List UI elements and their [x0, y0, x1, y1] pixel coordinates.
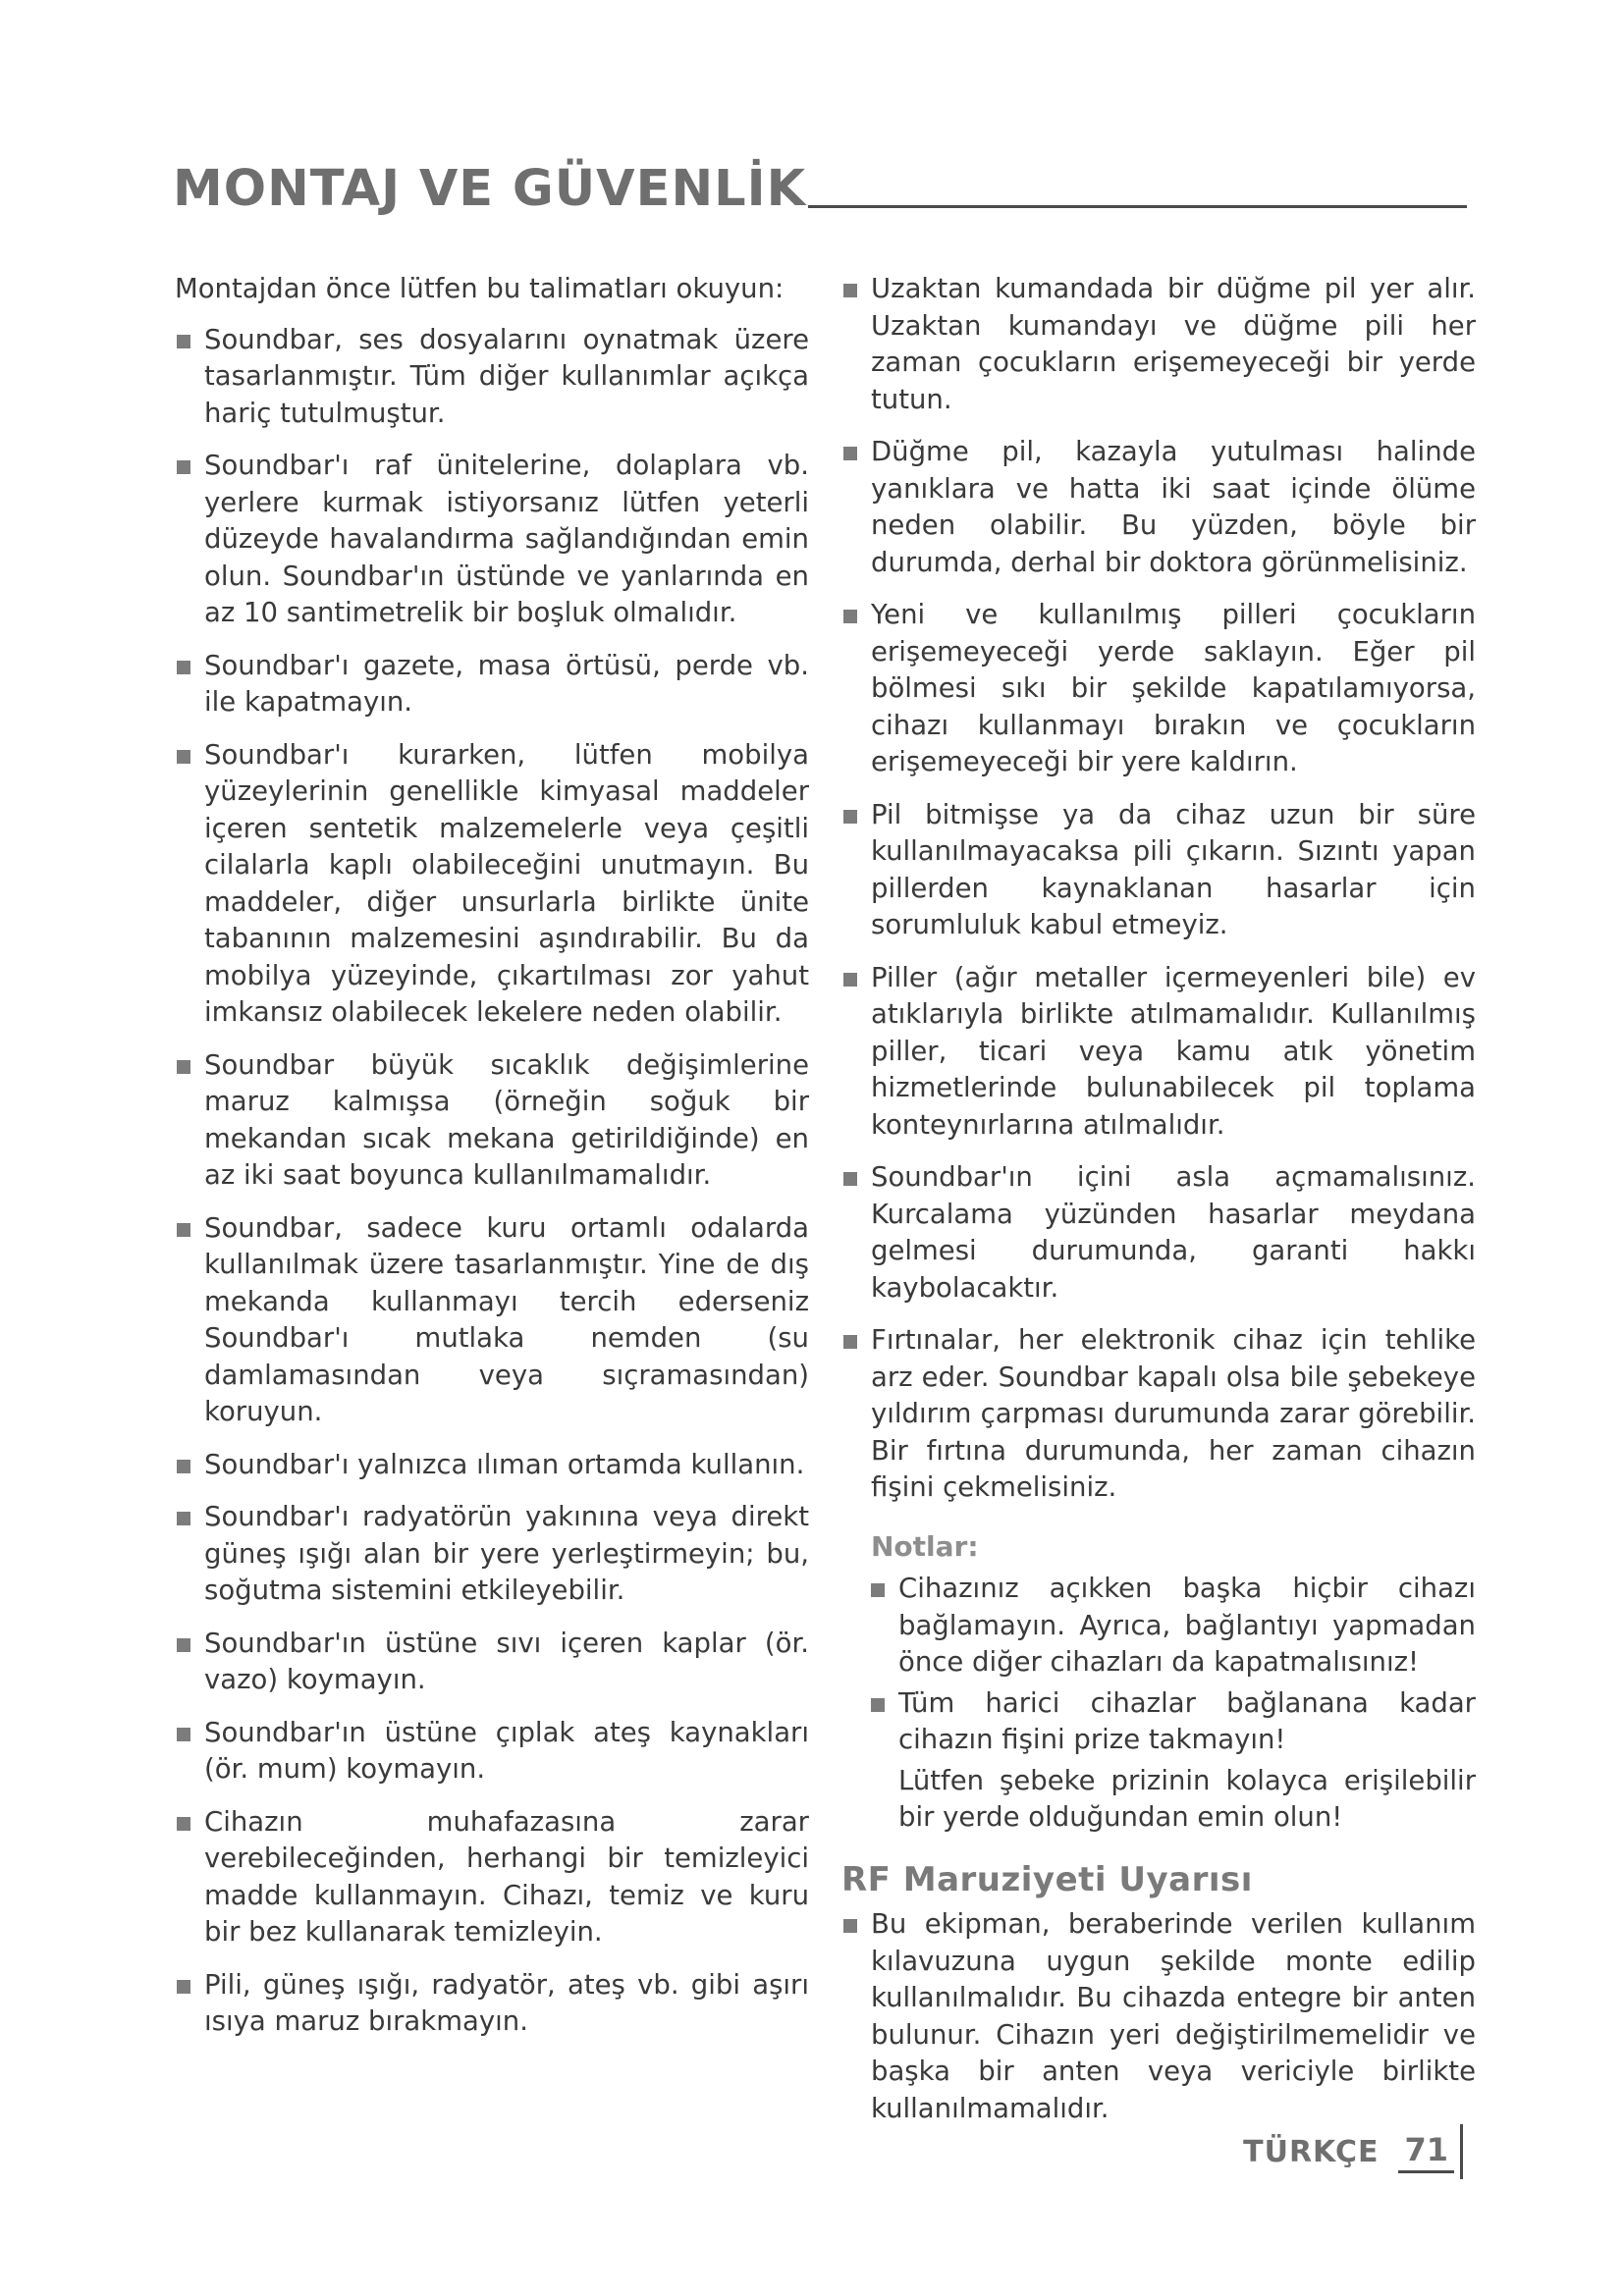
list-item: Uzaktan kumandada bir düğme pil yer alır. Uzaktan kumandayı ve düğme pili her zaman çocukların erişemeyeceği bir yerde tutun. [841, 271, 1476, 418]
square-bullet-icon [177, 661, 190, 674]
list-item: Tüm harici cihazlar bağlanana kadar cihazın fişini prize takmayın! [871, 1685, 1476, 1759]
page-header [173, 145, 1467, 218]
square-bullet-icon [177, 460, 190, 474]
square-bullet-icon [177, 1980, 190, 1994]
list-item: Cihazın muhafazasına zarar verebileceğinden, herhangi bir temizleyici madde kullanmayın. Cihazı, temiz ve kuru bir bez kullanarak temizleyin. [175, 1804, 809, 1951]
right-bullet-list [841, 271, 1476, 1507]
list-item: Soundbar'ı radyatörün yakınına veya direkt güneş ışığı alan bir yere yerleştirmeyin; bu, soğutma sistemini etkileyebilir. [175, 1499, 809, 1610]
square-bullet-icon [843, 447, 857, 460]
notes-heading: Notlar: [871, 1529, 979, 1563]
list-item: Soundbar, sadece kuru ortamlı odalarda kullanılmak üzere tasarlanmıştır. Yine de dış mekanda kullanmayı tercih ederseniz Soundbar'ı mutlaka nemden (su damlamasından veya sıçramasından) koruyun. [175, 1210, 809, 1431]
square-bullet-icon [177, 1728, 190, 1741]
rf-heading: RF Maruziyeti Uyarısı [841, 1859, 1253, 1899]
square-bullet-icon [177, 1638, 190, 1652]
square-bullet-icon [177, 750, 190, 764]
list-item: Düğme pil, kazayla yutulması halinde yanıklara ve hatta iki saat içinde ölüme neden olabilir. Bu yüzden, böyle bir durumda, derhal bir doktora görünmelisiniz. [841, 434, 1476, 581]
list-item: Pili, güneş ışığı, radyatör, ateş vb. gibi aşırı ısıya maruz bırakmayın. [175, 1967, 809, 2041]
left-column [175, 271, 809, 2056]
square-bullet-icon [871, 1698, 885, 1712]
list-item: Soundbar'ı kurarken, lütfen mobilya yüzeylerinin genellikle kimyasal maddeler içeren sentetik malzemelerle veya çeşitli cilalarla kaplı olabileceğini unutmayın. Bu maddeler, diğer unsurlarla birlikte ünite tabanının malzemesini aşındırabilir. Bu da mobilya yüzeyinde, çıkartılması zor yahut imkansız olabilecek lekelere neden olabilir. [175, 737, 809, 1032]
list-item: Bu ekipman, beraberinde verilen kullanım kılavuzuna uygun şekilde monte edilip kullanılmalıdır. Bu cihazda entegre bir anten bulunur. Cihazın yeri değiştirilmemelidir ve başka bir anten veya vericiyle birlikte kullanılmamalıdır. [841, 1906, 1476, 2127]
square-bullet-icon [843, 284, 857, 297]
rf-bullet-list [841, 1906, 1476, 2127]
page-number: 71 [1398, 2131, 1454, 2173]
list-item: Soundbar'ın üstüne çıplak ateş kaynakları (ör. mum) koymayın. [175, 1715, 809, 1789]
list-item: Soundbar'ı gazete, masa örtüsü, perde vb. ile kapatmayın. [175, 648, 809, 721]
list-item: Soundbar, ses dosyalarını oynatmak üzere tasarlanmıştır. Tüm diğer kullanımlar açıkça hariç tutulmuştur. [175, 322, 809, 433]
square-bullet-icon [177, 1512, 190, 1525]
square-bullet-icon [177, 335, 190, 348]
list-item: Soundbar'ın içini asla açmamalısınız. Kurcalama yüzünden hasarlar meydana gelmesi durumunda, garanti hakkı kaybolacaktır. [841, 1159, 1476, 1307]
title-rule [808, 205, 1467, 208]
list-item: Soundbar büyük sıcaklık değişimlerine maruz kalmışsa (örneğin soğuk bir mekandan sıcak mekana getirildiğinde) en az iki saat boyunca kullanılmamalıdır. [175, 1047, 809, 1195]
intro-text: Montajdan önce lütfen bu talimatları okuyun: [175, 273, 785, 304]
list-item: Soundbar'ın üstüne sıvı içeren kaplar (ör. vazo) koymayın. [175, 1626, 809, 1699]
right-column [841, 271, 1476, 2143]
square-bullet-icon [177, 1223, 190, 1237]
list-item: Soundbar'ı raf ünitelerine, dolaplara vb. yerlere kurmak istiyorsanız lütfen yeterli düzeyde havalandırma sağlandığından emin olun. Soundbar'ın üstünde ve yanlarında en az 10 santimetrelik bir boşluk olmalıdır. [175, 448, 809, 632]
page-footer [1243, 2124, 1463, 2179]
note-extra-text: Lütfen şebeke prizinin kolayca erişilebilir bir yerde olduğundan emin olun! [898, 1764, 1476, 1833]
list-item: Fırtınalar, her elektronik cihaz için tehlike arz eder. Soundbar kapalı olsa bile şebekeye yıldırım çarpması durumunda zarar görebilir. Bir fırtına durumunda, her zaman cihazın fişini çekmelisiniz. [841, 1322, 1476, 1507]
page-title: MONTAJ VE GÜVENLİK [173, 160, 807, 218]
list-item: Pil bitmişse ya da cihaz uzun bir süre kullanılmayacaksa pili çıkarın. Sızıntı yapan pillerden kaynaklanan hasarlar için sorumluluk kabul etmeyiz. [841, 797, 1476, 944]
square-bullet-icon [177, 1817, 190, 1831]
square-bullet-icon [843, 810, 857, 824]
left-bullet-list [175, 322, 809, 2041]
square-bullet-icon [843, 610, 857, 623]
square-bullet-icon [177, 1060, 190, 1074]
list-item: Yeni ve kullanılmış pilleri çocukların erişemeyeceği yerde saklayın. Eğer pil bölmesi sıkı bir şekilde kapatılamıyorsa, cihazı kullanmayı bırakın ve çocukların erişemeyeceği bir yere kaldırın. [841, 597, 1476, 781]
square-bullet-icon [871, 1583, 885, 1597]
square-bullet-icon [843, 1172, 857, 1186]
footer-divider [1460, 2124, 1463, 2179]
list-item: Cihazınız açıkken başka hiçbir cihazı bağlamayın. Ayrıca, bağlantıyı yapmadan önce diğer cihazları da kapatmalısınız! [871, 1571, 1476, 1682]
notes-list [871, 1571, 1476, 1759]
list-item: Soundbar'ı yalnızca ılıman ortamda kullanın. [175, 1447, 809, 1484]
square-bullet-icon [843, 1919, 857, 1933]
square-bullet-icon [843, 973, 857, 987]
language-label: TÜRKÇE [1243, 2134, 1380, 2169]
square-bullet-icon [177, 1460, 190, 1473]
list-item: Piller (ağır metaller içermeyenleri bile) ev atıklarıyla birlikte atılmamalıdır. Kullanılmış piller, ticari veya kamu atık yönetim hizmetlerinde bulunabilecek pil toplama konteynırlarına atılmalıdır. [841, 960, 1476, 1145]
square-bullet-icon [843, 1335, 857, 1349]
